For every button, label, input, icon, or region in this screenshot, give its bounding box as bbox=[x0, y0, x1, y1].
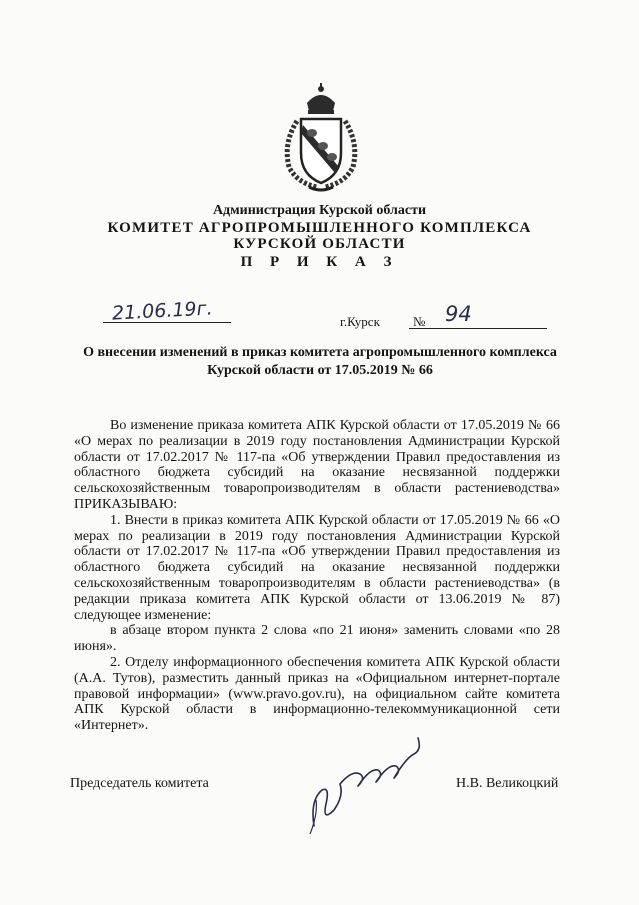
document-body bbox=[74, 418, 560, 734]
item-2-paragraph: 2. Отделу информационного обеспечения комитета АПК Курской области (А.А. Тутов), разместить данный приказ на «Официальном интернет-портале правовой информации» (www.pravo.gov.ru), на официальном сайте комитета АПК Курской области в информационно-телекоммуникационной сети «Интернет». bbox=[74, 654, 560, 734]
document-title: О внесении изменений в приказ комитета агропромышленного комплекса Курской области от 17.05.2019 № 66 bbox=[83, 345, 557, 378]
committee-name-line-2: КУРСКОЙ ОБЛАСТИ bbox=[233, 236, 406, 252]
preamble-paragraph: Во изменение приказа комитета АПК Курской области от 17.05.2019 № 66 «О мерах по реализации в 2019 году постановления Администрации Курской области от 17.02.2017 № 117-па «Об утверждении Правил предоставления из областного бюджета субсидий на оказание несвязанной поддержки сельскохозяйственным товаропроизводителям в области растениеводства» ПРИКАЗЫВАЮ: bbox=[74, 418, 560, 512]
committee-name-line-1: КОМИТЕТ АГРОПРОМЫШЛЕННОГО КОМПЛЕКСА bbox=[107, 220, 532, 236]
date-underline bbox=[103, 322, 231, 323]
item-1-paragraph: 1. Внести в приказ комитета АПК Курской области от 17.05.2019 № 66 «О мерах по реализации в 2019 году постановления Администрации Курской области от 17.02.2017 № 117-па «Об утверждении Правил предоставления из областного бюджета субсидий на оказание несвязанной поддержки сельскохозяйственным товаропроизводителям в области растениеводства» (в редакции приказа комитета АПК Курской области от 13.06.2019 № 87) следующее изменение: bbox=[74, 512, 560, 623]
signatory-name: Н.В. Великоцкий bbox=[456, 776, 559, 791]
city-label: г.Курск bbox=[340, 314, 380, 329]
order-date: 21.06.19г. bbox=[111, 297, 214, 325]
administration-name: Администрация Курской области bbox=[212, 203, 427, 218]
order-number: 94 bbox=[445, 302, 472, 326]
number-sign: № bbox=[413, 314, 426, 329]
item-1-change-paragraph: в абзаце втором пункта 2 слова «по 21 июня» заменить словами «по 28 июня». bbox=[74, 623, 560, 655]
coat-of-arms-icon bbox=[277, 83, 365, 195]
number-underline bbox=[409, 328, 547, 329]
handwritten-signature-icon bbox=[300, 730, 430, 840]
order-heading: П Р И К А З bbox=[240, 254, 399, 270]
signatory-role: Председатель комитета bbox=[70, 776, 209, 791]
